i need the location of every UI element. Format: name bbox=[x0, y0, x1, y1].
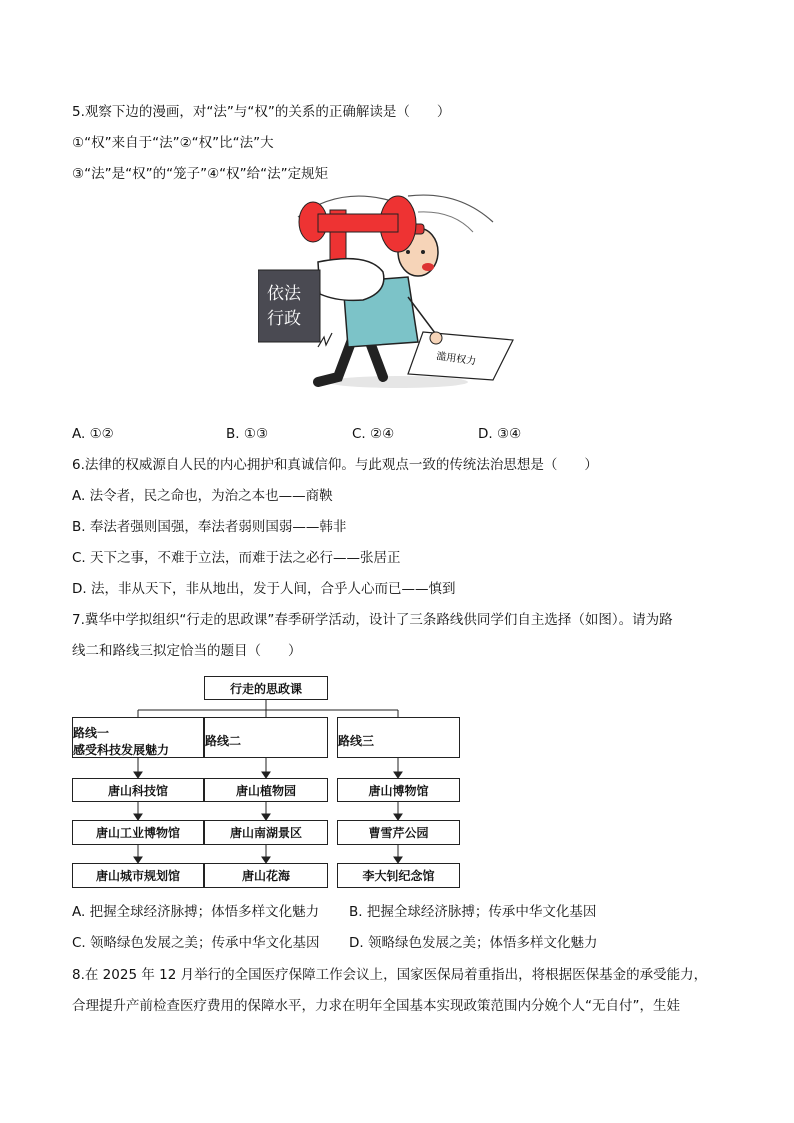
route-3-title: 路线三 bbox=[338, 734, 375, 748]
route-3-stop-3: 李大钊纪念馆 bbox=[337, 863, 460, 888]
q7-option-c[interactable]: C. 领略绿色发展之美；传承中华文化基因 bbox=[72, 935, 320, 951]
q5-statement-1-2: ①“权”来自于“法”②“权”比“法”大 bbox=[72, 135, 274, 151]
route-2-title: 路线二 bbox=[205, 734, 242, 748]
route-1-title: 路线一 bbox=[73, 725, 110, 740]
q6-option-d[interactable]: D. 法，非从天下，非从地出，发于人间，合乎人心而已——慎到 bbox=[72, 581, 456, 597]
route-2-stop-2: 唐山南湖景区 bbox=[204, 820, 328, 845]
q5-stem: 5.观察下边的漫画，对“法”与“权”的关系的正确解读是（ ） bbox=[72, 104, 451, 120]
q8-line-1: 8.在 2025 年 12 月举行的全国医疗保障工作会议上，国家医保局着重指出，将根据医保基金的承受能力， bbox=[72, 967, 708, 983]
route-2-stop-3: 唐山花海 bbox=[204, 863, 328, 888]
q6-option-b[interactable]: B. 奉法者强则国强，奉法者弱则国弱——韩非 bbox=[72, 519, 347, 535]
diagram-root: 行走的思政课 bbox=[204, 676, 328, 700]
route-3-header bbox=[337, 717, 460, 758]
q8-line-2: 合理提升产前检查医疗费用的保障水平，力求在明年全国基本实现政策范围内分娩个人“无自付”，生娃 bbox=[72, 998, 680, 1014]
q7-stem-line-1: 7.冀华中学拟组织“行走的思政课”春季研学活动，设计了三条路线供同学们自主选择（如图）。请为路 bbox=[72, 612, 673, 628]
svg-text:依法: 依法 bbox=[267, 284, 301, 304]
route-3-stop-2: 曹雪芹公园 bbox=[337, 820, 460, 845]
q5-option-c[interactable]: C. ②④ bbox=[352, 426, 395, 442]
svg-text:行政: 行政 bbox=[267, 309, 301, 329]
route-2-header bbox=[204, 717, 328, 758]
route-1-stop-1: 唐山科技馆 bbox=[72, 778, 204, 802]
q5-option-d[interactable]: D. ③④ bbox=[478, 426, 522, 442]
q7-option-d[interactable]: D. 领略绿色发展之美；体悟多样文化魅力 bbox=[349, 935, 598, 951]
q7-option-a[interactable]: A. 把握全球经济脉搏；体悟多样文化魅力 bbox=[72, 904, 320, 920]
route-1-subtitle: 感受科技发展魅力 bbox=[73, 742, 170, 757]
route-2-stop-1: 唐山植物园 bbox=[204, 778, 328, 802]
route-1-stop-2: 唐山工业博物馆 bbox=[72, 820, 204, 845]
route-3-stop-1: 唐山博物馆 bbox=[337, 778, 460, 802]
route-1-stop-3: 唐山城市规划馆 bbox=[72, 863, 204, 888]
q7-option-b[interactable]: B. 把握全球经济脉搏；传承中华文化基因 bbox=[349, 904, 597, 920]
q6-option-a[interactable]: A. 法令者，民之命也，为治之本也——商鞅 bbox=[72, 488, 333, 504]
q7-stem-line-2: 线二和路线三拟定恰当的题目（ ） bbox=[72, 643, 302, 659]
q6-stem: 6.法律的权威源自人民的内心拥护和真诚信仰。与此观点一致的传统法治思想是（ ） bbox=[72, 457, 598, 473]
q5-statement-3-4: ③“法”是“权”的“笼子”④“权”给“法”定规矩 bbox=[72, 166, 329, 182]
q5-option-a[interactable]: A. ①② bbox=[72, 426, 114, 442]
svg-text:滥用权力: 滥用权力 bbox=[435, 351, 477, 368]
q6-option-c[interactable]: C. 天下之事，不难于立法，而难于法之必行——张居正 bbox=[72, 550, 401, 566]
q5-option-b[interactable]: B. ①③ bbox=[226, 426, 269, 442]
route-1-header bbox=[72, 717, 204, 758]
